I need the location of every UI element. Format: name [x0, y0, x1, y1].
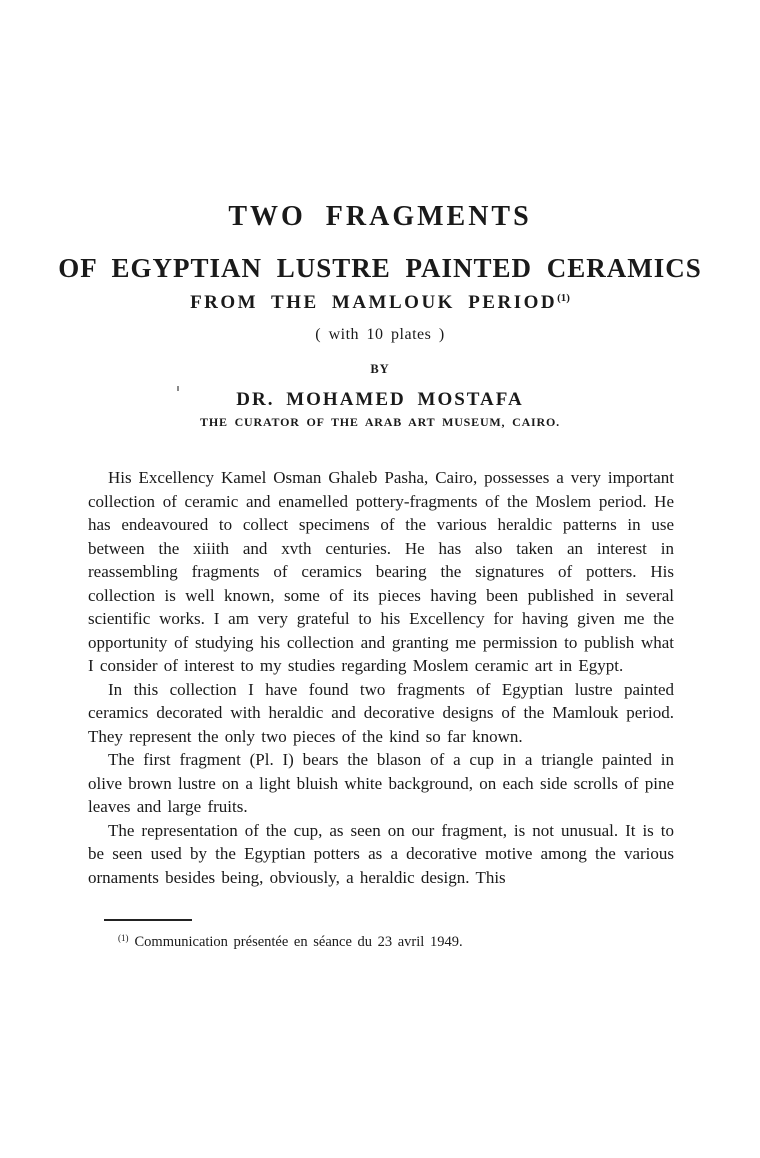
byline: BY [370, 362, 390, 376]
footnote-separator [104, 919, 192, 921]
page-title-line-3 [0, 292, 760, 314]
paragraph-3: The first fragment (Pl. I) bears the blason of a cup in a triangle painted in olive brown lustre on a light bluish white background, on each side scrolls of pine leaves and large fruits. [88, 750, 674, 816]
author-affiliation: THE CURATOR OF THE ARAB ART MUSEUM, CAIRO. [200, 415, 560, 429]
page-title-line-2: OF EGYPTIAN LUSTRE PAINTED CERAMICS [58, 253, 702, 283]
article-body [88, 466, 674, 889]
plates-note: ( with 10 plates ) [315, 326, 445, 343]
author-name: DR. MOHAMED MOSTAFA [236, 389, 524, 410]
page-title: TWO FRAGMENTS [228, 201, 532, 232]
paragraph-1: His Excellency Kamel Osman Ghaleb Pasha, Cairo, possesses a very important collection of ceramic and enamelled pottery-fragments of the Moslem period. He has endeavoured to collect specimens of the various heraldic patterns in use between the xiiith and xvth centuries. He has also taken an interest in reassembling fragments of ceramics bearing the signatures of potters. His collection is well known, some of its pieces having been published in several scientific works. I am very grateful to his Excellency for having given me the opportunity of studying his collection and granting me permission to publish what I consider of interest to my studies regarding Moslem ceramic art in Egypt. [88, 468, 674, 675]
footnote-reference: (1) [557, 292, 570, 304]
footnote [118, 933, 598, 951]
footnote-text: Communication présentée en séance du 23 avril 1949. [134, 934, 463, 950]
paragraph-2: In this collection I have found two fragments of Egyptian lustre painted ceramics decorated with heraldic and decorative designs of the Mamlouk period. They represent the only two pieces of the kind so far known. [88, 679, 674, 746]
scan-artifact-mark [177, 386, 179, 391]
paragraph-4: The representation of the cup, as seen on our fragment, is not unusual. It is to be seen used by the Egyptian potters as a decorative motive among the various ornaments besides being, obviously, a heraldic design. This [88, 820, 674, 887]
page-title-line-3-text: FROM THE MAMLOUK PERIOD [190, 292, 558, 313]
footnote-marker: (1) [118, 933, 129, 943]
